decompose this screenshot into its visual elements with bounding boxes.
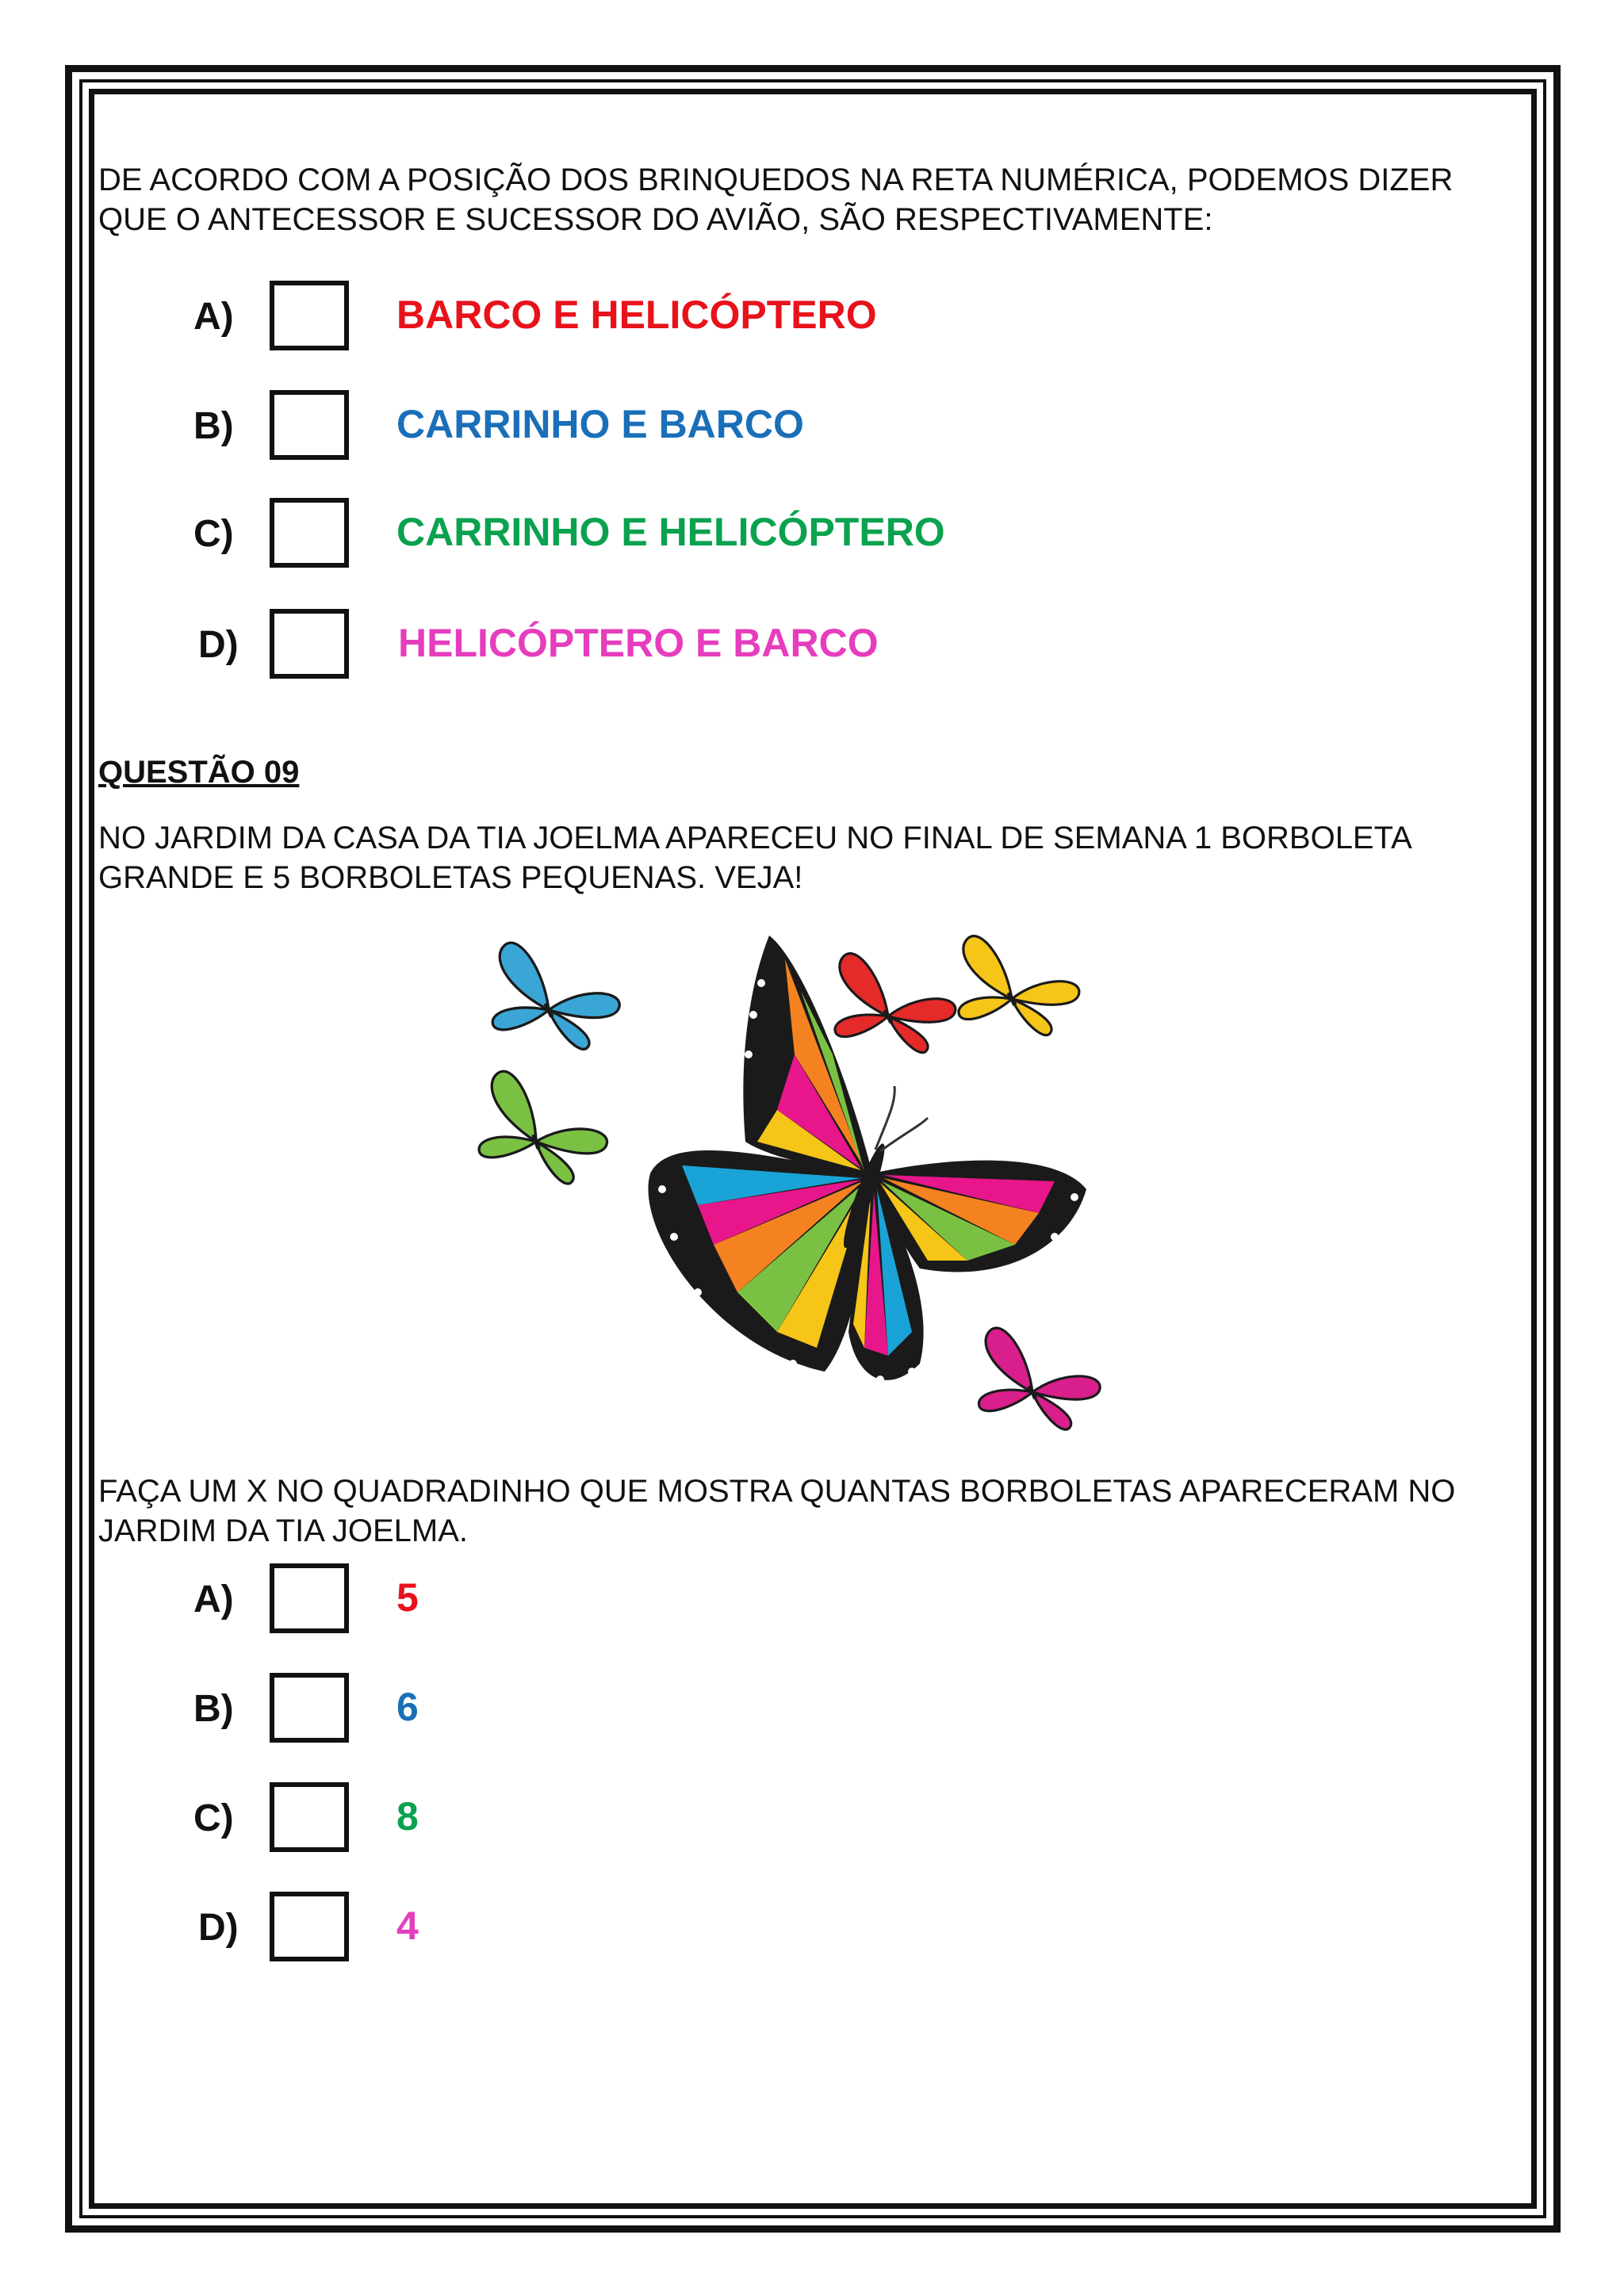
- q08-option-a[interactable]: [0, 281, 1110, 352]
- option-text: 5: [396, 1575, 419, 1620]
- answer-checkbox[interactable]: [270, 1782, 349, 1852]
- option-text: 8: [396, 1794, 419, 1839]
- option-letter: D): [198, 1907, 239, 1949]
- option-letter: A): [193, 296, 234, 338]
- option-letter: D): [198, 624, 239, 666]
- option-letter: C): [193, 1797, 234, 1839]
- small-butterfly-red-icon: [818, 951, 962, 1067]
- option-letter: A): [193, 1578, 234, 1621]
- answer-checkbox[interactable]: [270, 498, 349, 568]
- answer-checkbox[interactable]: [270, 1892, 349, 1961]
- small-butterfly-yellow-icon: [942, 933, 1086, 1050]
- option-letter: B): [193, 1688, 234, 1730]
- answer-checkbox[interactable]: [270, 281, 349, 350]
- small-butterfly-pink-icon: [963, 1326, 1108, 1445]
- option-text: 6: [396, 1685, 419, 1729]
- option-text: 4: [396, 1904, 419, 1948]
- q09-option-b[interactable]: [0, 1673, 1110, 1744]
- option-text: HELICÓPTERO E BARCO: [398, 621, 879, 665]
- option-letter: B): [193, 405, 234, 447]
- q09-option-a[interactable]: [0, 1563, 1110, 1635]
- question-09-instruction: FAÇA UM X NO QUADRADINHO QUE MOSTRA QUANTAS BORBOLETAS APARECERAM NO JARDIM DA TIA JOELMA.: [98, 1474, 1456, 1548]
- small-butterfly-green-icon: [462, 1068, 617, 1201]
- q09-option-d[interactable]: [0, 1892, 1110, 1963]
- small-butterfly-blue-icon: [475, 939, 627, 1065]
- option-text: BARCO E HELICÓPTERO: [396, 293, 877, 337]
- option-text: CARRINHO E BARCO: [396, 402, 804, 446]
- q08-option-d[interactable]: [0, 609, 1110, 680]
- answer-checkbox[interactable]: [270, 1563, 349, 1633]
- answer-checkbox[interactable]: [270, 390, 349, 460]
- question-09-title: QUESTÃO 09: [98, 755, 300, 790]
- butterflies-illustration: [460, 928, 1158, 1451]
- question-08-text: DE ACORDO COM A POSIÇÃO DOS BRINQUEDOS NA RETA NUMÉRICA, PODEMOS DIZER QUE O ANTECESSOR E SUCESSOR DO AVIÃO, SÃO RESPECTIVAMENTE:: [98, 163, 1454, 237]
- question-09-text: NO JARDIM DA CASA DA TIA JOELMA APARECEU NO FINAL DE SEMANA 1 BORBOLETA GRANDE E 5 BORBOLETAS PEQUENAS. VEJA!: [98, 821, 1411, 895]
- option-text: CARRINHO E HELICÓPTERO: [396, 510, 945, 554]
- q09-option-c[interactable]: [0, 1782, 1110, 1854]
- q08-option-b[interactable]: [0, 390, 1110, 461]
- q08-option-c[interactable]: [0, 498, 1110, 569]
- option-letter: C): [193, 513, 234, 555]
- answer-checkbox[interactable]: [270, 609, 349, 679]
- answer-checkbox[interactable]: [270, 1673, 349, 1743]
